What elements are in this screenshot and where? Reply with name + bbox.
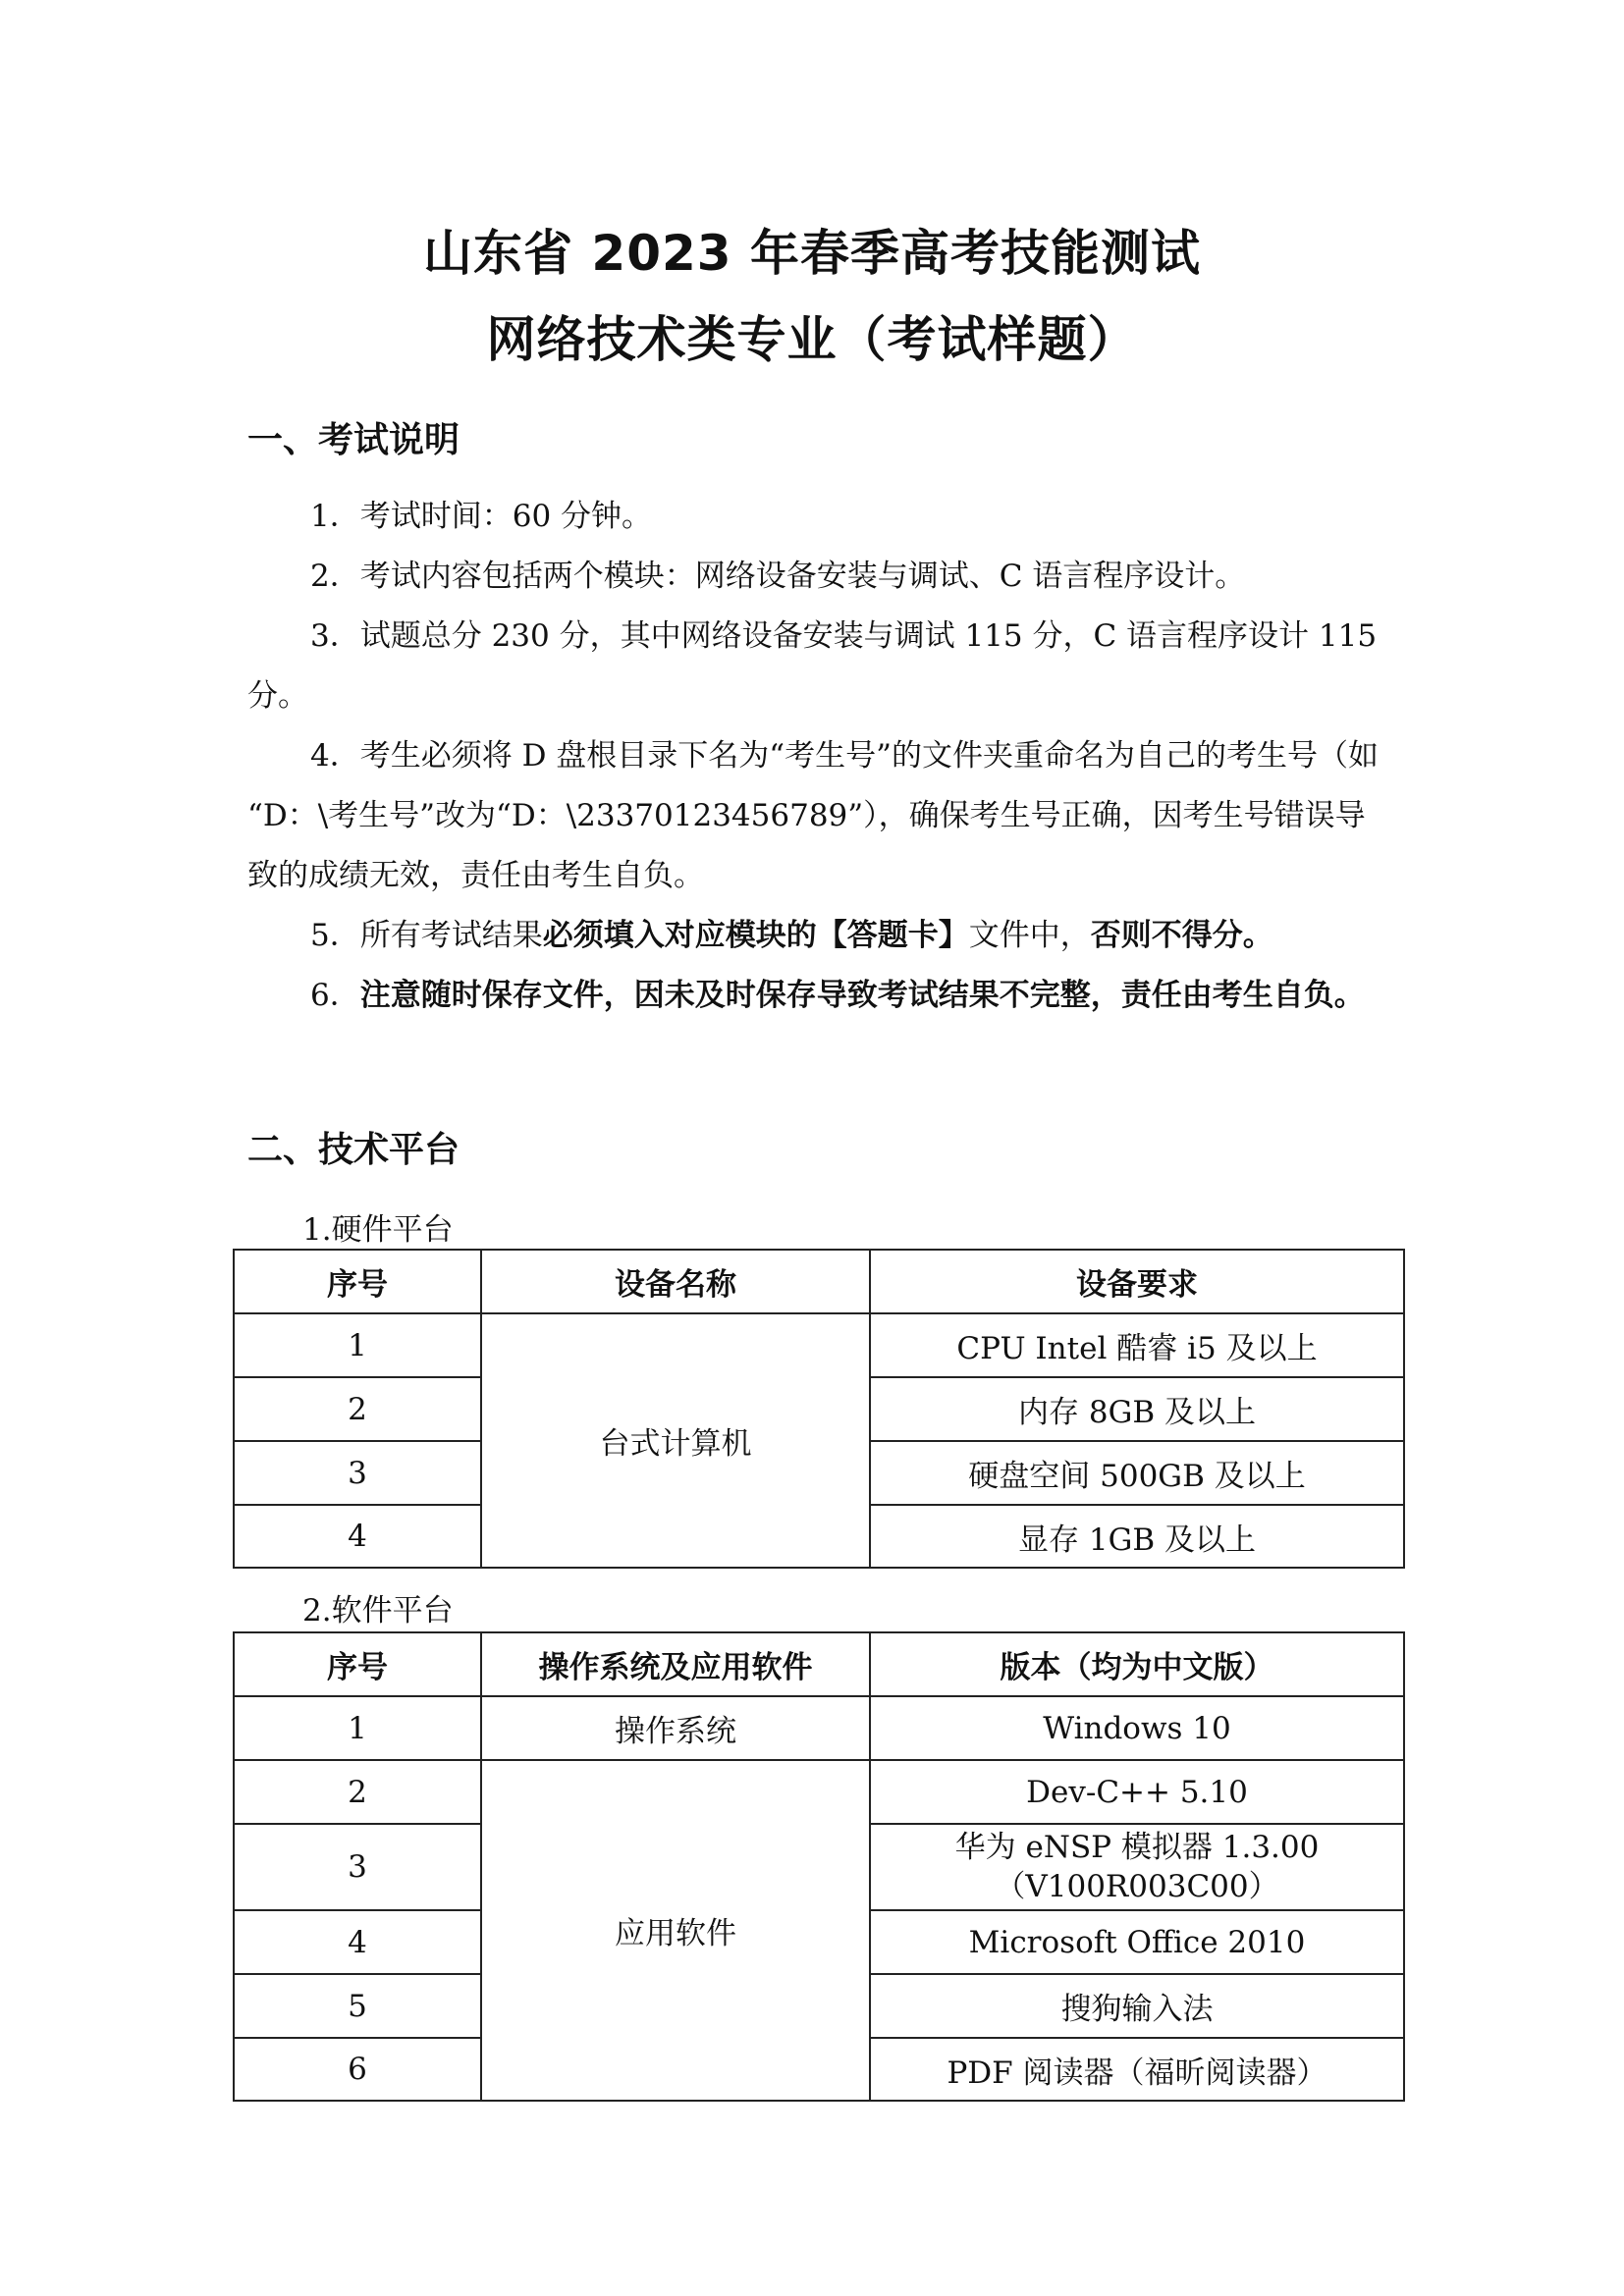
software-row-version: [870, 1824, 1404, 1910]
hardware-row-no: 4: [234, 1505, 481, 1568]
instruction-item-2: 2．考试内容包括两个模块：网络设备安装与调试、C 语言程序设计。: [310, 559, 1246, 594]
hardware-row-no: 1: [234, 1313, 481, 1377]
instruction-item-5: [247, 906, 1386, 966]
software-row-no: 5: [234, 1974, 481, 2038]
software-row-no: 4: [234, 1910, 481, 1974]
hardware-table: [233, 1249, 1405, 1569]
instruction-item-4: 4．考生必须将 D 盘根目录下名为“考生号”的文件夹重命名为自己的考生号（如 “D：\考生号”改为“D：\23370123456789”），确保考生号正确，因考生号错误导致的成绩无效，责任由考生自负。: [247, 738, 1379, 893]
hardware-header-device: 设备名称: [481, 1250, 870, 1313]
software-row-no: 1: [234, 1696, 481, 1760]
table-row: [234, 1696, 1404, 1760]
software-row-no: 3: [234, 1824, 481, 1910]
hardware-row-requirement: 显存 1GB 及以上: [870, 1505, 1404, 1568]
software-row-no: 6: [234, 2038, 481, 2101]
hardware-header-no: 序号: [234, 1250, 481, 1313]
software-caption: 2.软件平台: [302, 1593, 454, 1629]
software-header-version: 版本（均为中文版）: [870, 1632, 1404, 1696]
item5-middle: 文件中，: [968, 918, 1091, 953]
item5-emphasis-2: 否则不得分。: [1090, 918, 1273, 953]
software-header-software: 操作系统及应用软件: [481, 1632, 870, 1696]
software-row-version: 搜狗输入法: [870, 1974, 1404, 2038]
software-table: [233, 1631, 1405, 2102]
section-heading-exam-instructions: 一、考试说明: [247, 420, 460, 460]
item6-emphasis: 注意随时保存文件，因未及时保存导致考试结果不完整，责任由考生自负。: [359, 978, 1365, 1013]
software-row-no: 2: [234, 1760, 481, 1824]
instruction-item-1: 1．考试时间：60 分钟。: [310, 499, 653, 534]
software-row-version: Dev-C++ 5.10: [870, 1760, 1404, 1824]
software-row-version: Windows 10: [870, 1696, 1404, 1760]
software-row-version: PDF 阅读器（福昕阅读器）: [870, 2038, 1404, 2101]
document-title-line2: 网络技术类专业（考试样题）: [486, 311, 1138, 368]
table-row: [234, 1760, 1404, 1824]
hardware-header-requirement: 设备要求: [870, 1250, 1404, 1313]
item5-emphasis-1: 必须填入对应模块的【答题卡】: [542, 918, 969, 953]
hardware-row-requirement: CPU Intel 酷睿 i5 及以上: [870, 1313, 1404, 1377]
item6-prefix: 6．: [310, 978, 360, 1013]
instruction-item-6: [247, 966, 1386, 1026]
hardware-caption: 1.硬件平台: [302, 1212, 454, 1248]
hardware-row-requirement: 硬盘空间 500GB 及以上: [870, 1441, 1404, 1505]
software-version-line1: 华为 eNSP 模拟器 1.3.00: [954, 1830, 1320, 1865]
software-os-name: 操作系统: [481, 1696, 870, 1760]
software-header-no: 序号: [234, 1632, 481, 1696]
software-row-version: Microsoft Office 2010: [870, 1910, 1404, 1974]
software-version-line2: （V100R003C00）: [995, 1869, 1279, 1904]
hardware-row-requirement: 内存 8GB 及以上: [870, 1377, 1404, 1441]
hardware-row-no: 2: [234, 1377, 481, 1441]
hardware-device-name: 台式计算机: [481, 1313, 870, 1568]
hardware-header-row: [234, 1250, 1404, 1313]
section-heading-tech-platform: 二、技术平台: [247, 1130, 460, 1170]
hardware-row-no: 3: [234, 1441, 481, 1505]
table-row: [234, 1313, 1404, 1377]
software-header-row: [234, 1632, 1404, 1696]
item5-prefix: 5．所有考试结果: [310, 918, 543, 953]
instruction-item-3: 3．试题总分 230 分，其中网络设备安装与调试 115 分，C 语言程序设计 115 分。: [247, 618, 1378, 714]
software-apps-name: 应用软件: [481, 1760, 870, 2101]
document-title-line1: 山东省 2023 年春季高考技能测试: [423, 225, 1201, 282]
